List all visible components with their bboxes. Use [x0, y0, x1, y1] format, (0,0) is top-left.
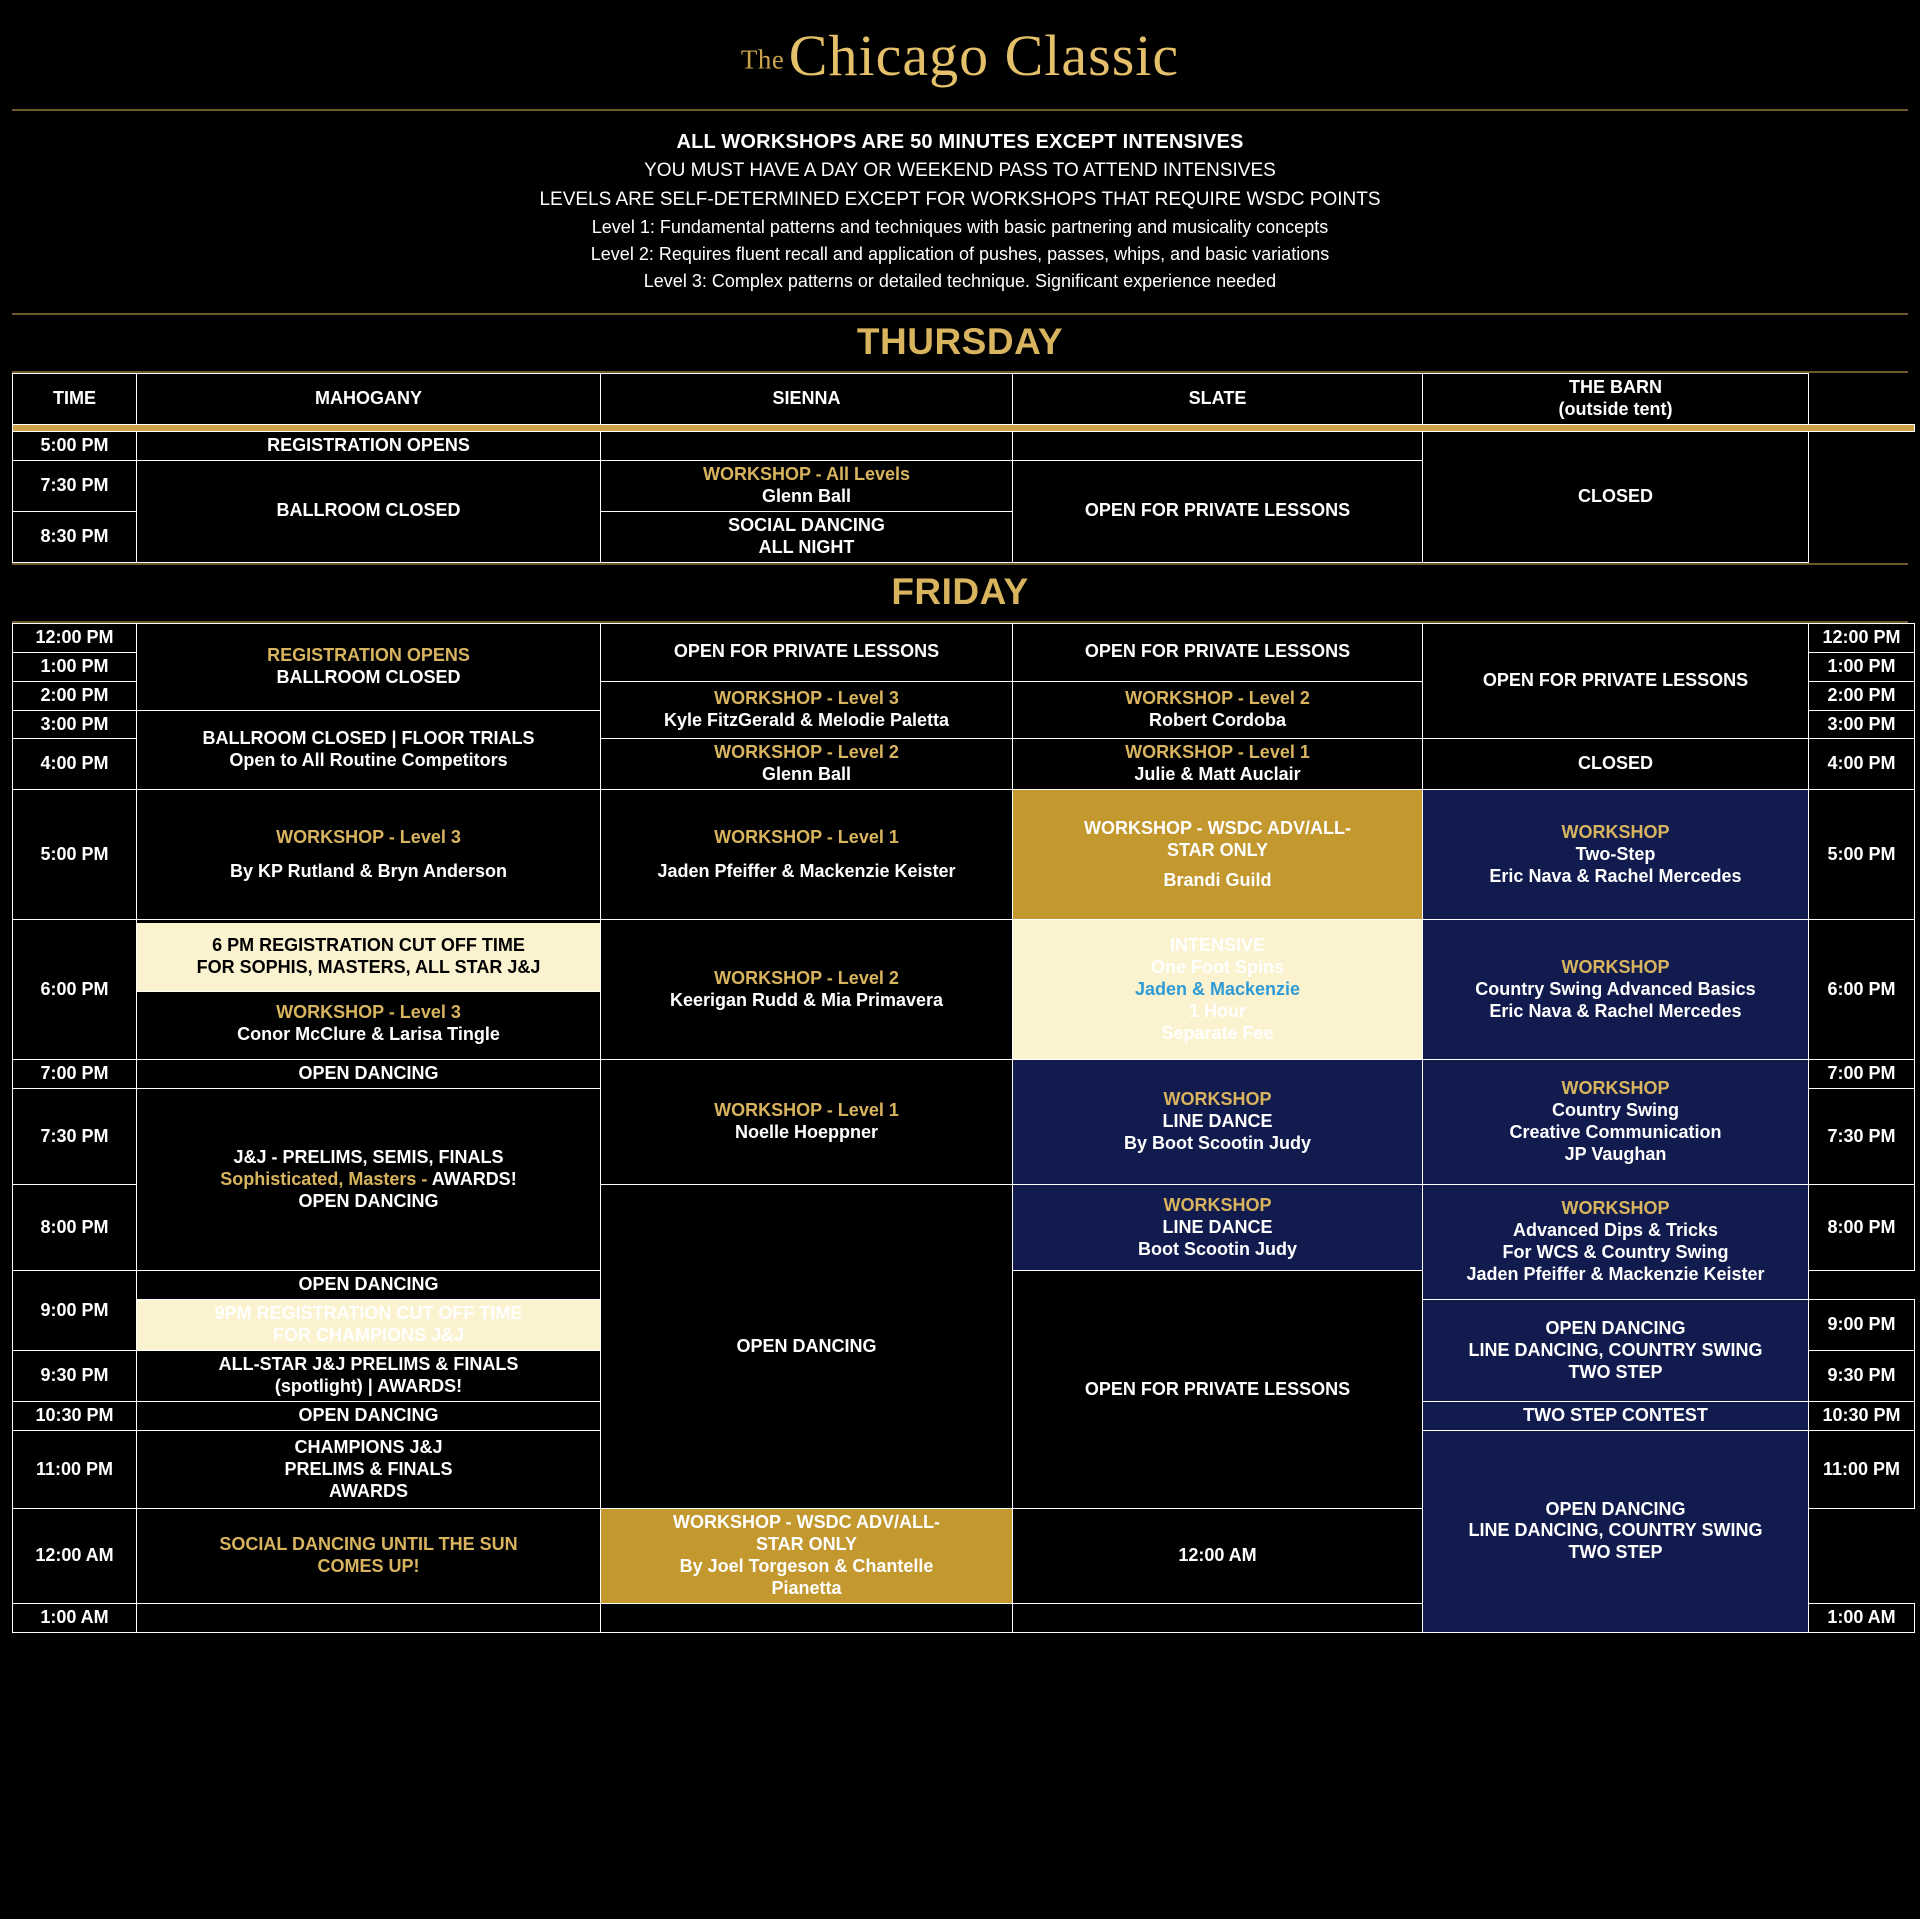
fri-sienna-ws-l2-instructor: Glenn Ball — [761, 764, 851, 785]
friday-row-500pm — [13, 790, 1915, 920]
fri-sienna-ws-l2b-label: WORKSHOP - Level 2 — [714, 967, 899, 988]
time-label-right-1030pm: 10:30 PM — [1809, 1402, 1915, 1431]
fri-mahogany-ws-l3b — [137, 992, 600, 1056]
fri-sienna-ws-l2b-instructor: Keerigan Rudd & Mia Primavera — [669, 989, 944, 1010]
time-label-right-400pm: 4:00 PM — [1809, 739, 1915, 790]
note-line-1: YOU MUST HAVE A DAY OR WEEKEND PASS TO ATTEND INTENSIVES — [644, 160, 1276, 181]
fri-mahogany-social-line2: COMES UP! — [317, 1555, 420, 1576]
col-header-mahogany: MAHOGANY — [137, 374, 601, 425]
fri-mahogany-jj-line2 — [141, 1169, 596, 1191]
fri-barn-comm-line1: Country Swing — [1552, 1100, 1679, 1121]
fri-slate-wsdc-label-line1: WORKSHOP - WSDC ADV/ALL- — [1084, 817, 1351, 838]
fri-barn-dips-line1: Advanced Dips & Tricks — [1512, 1220, 1719, 1241]
fri-barn-country-swing-name: Country Swing Advanced Basics — [1475, 978, 1756, 999]
fri-mahogany-reg-cutoff-9pm-line1: 9PM REGISTRATION CUT OFF TIME — [214, 1303, 523, 1324]
note-line-0: ALL WORKSHOPS ARE 50 MINUTES EXCEPT INTENSIVES — [676, 131, 1244, 153]
fri-barn-open-dancing-2 — [1423, 1431, 1809, 1633]
thu-sienna-social-line2: ALL NIGHT — [758, 536, 855, 557]
time-label-fri-1030pm: 10:30 PM — [13, 1402, 137, 1431]
friday-row-700pm — [13, 1060, 1915, 1089]
time-label-fri-1200pm: 12:00 PM — [13, 623, 137, 652]
fri-slate-intensive-instructor: Jaden & Mackenzie — [1134, 978, 1301, 999]
thursday-column-headers — [13, 374, 1915, 425]
time-label-fri-730pm: 7:30 PM — [13, 1089, 137, 1185]
fri-mahogany-reg-cutoff-6pm-line2: FOR SOPHIS, MASTERS, ALL STAR J&J — [196, 957, 541, 978]
fri-mahogany-champions-line1: CHAMPIONS J&J — [294, 1436, 443, 1457]
fri-mahogany-reg-cutoff-6pm — [137, 923, 600, 992]
fri-slate-line-dance-1-name: LINE DANCE — [1162, 1111, 1273, 1132]
fri-barn-private-lessons: OPEN FOR PRIVATE LESSONS — [1423, 623, 1809, 739]
fri-barn-two-step-instructor: Eric Nava & Rachel Mercedes — [1489, 865, 1742, 886]
fri-barn-country-swing-label: WORKSHOP — [1561, 956, 1670, 977]
fri-slate-intensive-name: One Foot Spins — [1151, 956, 1284, 977]
fri-mahogany-social-dancing — [137, 1509, 601, 1604]
fri-slate-private-lessons: OPEN FOR PRIVATE LESSONS — [1013, 623, 1423, 681]
fri-barn-open-dancing-1-line2: LINE DANCING, COUNTRY SWING — [1468, 1339, 1763, 1360]
fri-slate-wsdc-label-line2: STAR ONLY — [1166, 839, 1268, 860]
fri-slate-line-dance-1-instructor: By Boot Scootin Judy — [1123, 1133, 1311, 1154]
fri-slate-intensive-fee: Separate Fee — [1161, 1022, 1274, 1043]
fri-sienna-private-lessons: OPEN FOR PRIVATE LESSONS — [601, 623, 1013, 681]
masthead — [12, 0, 1908, 109]
fri-mahogany-floor-trials — [137, 710, 601, 790]
note-line-5: Level 3: Complex patterns or detailed technique. Significant experience needed — [643, 271, 1277, 291]
time-label-right-300pm: 3:00 PM — [1809, 710, 1915, 739]
note-line-4: Level 2: Requires fluent recall and application of pushes, passes, whips, and basic variations — [590, 244, 1330, 264]
fri-slate-wsdc-workshop — [1013, 790, 1423, 920]
time-label-right-930pm: 9:30 PM — [1809, 1351, 1915, 1402]
gold-bar — [13, 424, 1915, 431]
friday-table — [12, 623, 1915, 1633]
time-label-fri-200pm: 2:00 PM — [13, 681, 137, 710]
time-label-right-1200am: 12:00 AM — [1013, 1509, 1423, 1604]
fri-slate-ws-l2 — [1013, 681, 1423, 739]
fri-sienna-empty-end — [601, 1603, 1013, 1632]
fri-mahogany-ws-l3b-instructor: Conor McClure & Larisa Tingle — [237, 1024, 500, 1045]
fri-sienna-wsdc-instructor-line1: By Joel Torgeson & Chantelle — [679, 1555, 934, 1576]
time-label-right-1100pm: 11:00 PM — [1809, 1431, 1915, 1509]
fri-mahogany-registration-block — [137, 623, 601, 710]
fri-sienna-ws-l2 — [601, 739, 1013, 790]
fri-mahogany-allstar-line2: (spotlight) | AWARDS! — [274, 1376, 463, 1397]
fri-barn-comm-label: WORKSHOP — [1561, 1078, 1670, 1099]
fri-slate-ws-l1 — [1013, 739, 1423, 790]
fri-sienna-ws-l3-instructor: Kyle FitzGerald & Melodie Paletta — [663, 710, 950, 731]
fri-barn-country-swing-instructor: Eric Nava & Rachel Mercedes — [1489, 1000, 1742, 1021]
fri-sienna-wsdc-instructor-line2: Pianetta — [771, 1577, 842, 1598]
time-label-right-900pm: 9:00 PM — [1809, 1300, 1915, 1351]
fri-sienna-ws-l1 — [601, 790, 1013, 920]
bottom-spacer — [12, 1633, 1908, 1659]
fri-sienna-ws-l3-label: WORKSHOP - Level 3 — [714, 688, 899, 709]
time-label-fri-300pm: 3:00 PM — [13, 710, 137, 739]
fri-slate-line-dance-2-instructor: Boot Scootin Judy — [1138, 1238, 1297, 1259]
fri-sienna-wsdc-label-line1: WORKSHOP - WSDC ADV/ALL- — [673, 1512, 940, 1533]
thu-sienna-social-dancing — [601, 511, 1013, 562]
fri-barn-two-step-label: WORKSHOP — [1561, 821, 1670, 842]
time-label-right-200pm: 2:00 PM — [1809, 681, 1915, 710]
fri-slate-wsdc-instructor: Brandi Guild — [1163, 869, 1272, 890]
fri-slate-line-dance-2-label: WORKSHOP — [1163, 1194, 1272, 1215]
fri-barn-open-dancing-1-line1: OPEN DANCING — [1545, 1317, 1686, 1338]
time-label-right-800pm: 8:00 PM — [1809, 1185, 1915, 1271]
col-header-barn-sublabel: (outside tent) — [1558, 398, 1673, 419]
fri-sienna-ws-l2b — [601, 920, 1013, 1060]
fri-sienna-ws-l1b-label: WORKSHOP - Level 1 — [714, 1100, 899, 1121]
fri-mahogany-empty-end — [137, 1603, 601, 1632]
fri-mahogany-open-dancing-1: OPEN DANCING — [137, 1060, 601, 1089]
fri-sienna-open-dancing: OPEN DANCING — [601, 1185, 1013, 1509]
fri-barn-spacer-900 — [1809, 1271, 1915, 1300]
fri-barn-comm-line2: Creative Communication — [1509, 1122, 1722, 1143]
thu-slate-private-lessons: OPEN FOR PRIVATE LESSONS — [1013, 460, 1423, 562]
fri-mahogany-jj-line3: OPEN DANCING — [298, 1190, 439, 1211]
time-label-right-500pm: 5:00 PM — [1809, 790, 1915, 920]
day-banner-friday: FRIDAY — [12, 563, 1908, 623]
fri-barn-two-step — [1423, 790, 1809, 920]
time-label-right-100pm: 1:00 PM — [1809, 652, 1915, 681]
fri-slate-line-dance-1-label: WORKSHOP — [1163, 1089, 1272, 1110]
thursday-row-500 — [13, 431, 1915, 460]
masthead-the: The — [740, 44, 785, 75]
thursday-table — [12, 373, 1915, 563]
thu-sienna-workshop — [601, 460, 1013, 511]
time-label-fri-800pm: 8:00 PM — [13, 1185, 137, 1271]
time-label-right-1200pm: 12:00 PM — [1809, 623, 1915, 652]
fri-mahogany-floor-trials-line1: BALLROOM CLOSED | FLOOR TRIALS — [202, 728, 535, 748]
fri-barn-creative-communication — [1423, 1060, 1809, 1185]
fri-mahogany-open-dancing-3: OPEN DANCING — [137, 1402, 601, 1431]
fri-mahogany-reg-cutoff-9pm — [137, 1300, 601, 1351]
time-label-fri-100pm: 1:00 PM — [13, 652, 137, 681]
time-label-right-730pm: 7:30 PM — [1809, 1089, 1915, 1185]
fri-barn-two-step-name: Two-Step — [1575, 843, 1656, 864]
fri-mahogany-ws-l3b-label: WORKSHOP - Level 3 — [276, 1002, 461, 1023]
fri-mahogany-floor-trials-line2: Open to All Routine Competitors — [229, 749, 508, 770]
fri-mahogany-allstar — [137, 1351, 601, 1402]
time-label-right-600pm: 6:00 PM — [1809, 920, 1915, 1060]
col-header-barn — [1423, 374, 1809, 425]
time-label-fri-600pm: 6:00 PM — [13, 920, 137, 1060]
time-label-thu-0: 5:00 PM — [13, 431, 137, 460]
fri-mahogany-champions-line3: AWARDS — [328, 1480, 408, 1501]
fri-mahogany-600-block — [137, 920, 601, 1060]
day-banner-thursday: THURSDAY — [12, 313, 1908, 373]
fri-mahogany-jj-line2-suffix: AWARDS! — [431, 1168, 517, 1189]
thu-sienna-workshop-instructor: Glenn Ball — [761, 485, 851, 506]
thu-mahogany-ballroom-closed: BALLROOM CLOSED — [137, 460, 601, 562]
col-header-slate: SLATE — [1013, 374, 1423, 425]
fri-slate-ws-l1-label: WORKSHOP - Level 1 — [1125, 742, 1310, 763]
fri-slate-ws-l1-instructor: Julie & Matt Auclair — [1134, 764, 1301, 785]
time-label-right-100am: 1:00 AM — [1809, 1603, 1915, 1632]
col-header-time: TIME — [13, 374, 137, 425]
fri-slate-line-dance-1 — [1013, 1060, 1423, 1185]
fri-mahogany-open-dancing-2: OPEN DANCING — [137, 1271, 601, 1300]
fri-mahogany-ws-l3-instructor: By KP Rutland & Bryn Anderson — [229, 860, 508, 881]
fri-barn-open-dancing-1 — [1423, 1300, 1809, 1402]
fri-barn-dips-instructor: Jaden Pfeiffer & Mackenzie Keister — [1466, 1264, 1765, 1285]
fri-barn-comm-instructor: JP Vaughan — [1564, 1144, 1667, 1165]
thu-spacer-2 — [1809, 460, 1915, 511]
fri-barn-dips-line2: For WCS & Country Swing — [1502, 1242, 1729, 1263]
fri-slate-ws-l2-label: WORKSHOP - Level 2 — [1125, 688, 1310, 709]
fri-sienna-ws-l2-label: WORKSHOP - Level 2 — [714, 742, 899, 763]
fri-sienna-wsdc-label-line2: STAR ONLY — [755, 1534, 857, 1555]
fri-barn-open-dancing-2-line3: TWO STEP — [1568, 1542, 1663, 1563]
time-label-fri-930pm: 9:30 PM — [13, 1351, 137, 1402]
time-label-fri-100am: 1:00 AM — [13, 1603, 137, 1632]
thu-sienna-empty-1 — [601, 431, 1013, 460]
fri-barn-two-step-contest: TWO STEP CONTEST — [1423, 1402, 1809, 1431]
fri-mahogany-reg-cutoff-9pm-line2: FOR CHAMPIONS J&J — [272, 1325, 465, 1346]
fri-slate-line-dance-2 — [1013, 1185, 1423, 1271]
fri-barn-dips-label: WORKSHOP — [1561, 1198, 1670, 1219]
time-label-right-700pm: 7:00 PM — [1809, 1060, 1915, 1089]
gold-separator-thursday — [13, 424, 1915, 431]
fri-barn-open-dancing-2-line1: OPEN DANCING — [1545, 1498, 1686, 1519]
thu-sienna-social-line1: SOCIAL DANCING — [728, 514, 885, 535]
fri-mahogany-jj-block — [137, 1089, 601, 1271]
notes-block — [12, 111, 1908, 313]
time-label-fri-400pm: 4:00 PM — [13, 739, 137, 790]
fri-barn-country-swing — [1423, 920, 1809, 1060]
thu-spacer-1 — [1809, 431, 1915, 460]
fri-slate-intensive — [1013, 920, 1423, 1060]
fri-mahogany-champions — [137, 1431, 601, 1509]
fri-barn-open-dancing-2-line2: LINE DANCING, COUNTRY SWING — [1468, 1520, 1763, 1541]
fri-mahogany-jj-line2-prefix: Sophisticated, Masters - — [220, 1168, 432, 1189]
event-title: Chicago Classic — [788, 23, 1180, 88]
time-label-fri-900pm: 9:00 PM — [13, 1271, 137, 1351]
fri-sienna-ws-l1-label: WORKSHOP - Level 1 — [714, 826, 899, 847]
fri-sienna-ws-l1b-instructor: Noelle Hoeppner — [734, 1122, 879, 1143]
time-label-fri-1200am: 12:00 AM — [13, 1509, 137, 1604]
time-label-fri-700pm: 7:00 PM — [13, 1060, 137, 1089]
thu-mahogany-registration: REGISTRATION OPENS — [137, 431, 601, 460]
fri-slate-empty-end — [1013, 1603, 1423, 1632]
fri-mahogany-ballroom-closed: BALLROOM CLOSED — [276, 666, 461, 687]
col-header-barn-label: THE BARN — [1569, 377, 1662, 397]
fri-slate-intensive-title: INTENSIVE — [1169, 935, 1266, 955]
fri-slate-ws-l2-instructor: Robert Cordoba — [1149, 710, 1286, 731]
note-line-3: Level 1: Fundamental patterns and techniques with basic partnering and musicality concepts — [591, 217, 1329, 237]
time-label-fri-500pm: 5:00 PM — [13, 790, 137, 920]
fri-mahogany-ws-l3-label: WORKSHOP - Level 3 — [276, 826, 461, 847]
time-label-thu-2: 8:30 PM — [13, 511, 137, 562]
friday-row-1200pm — [13, 623, 1915, 652]
note-line-2: LEVELS ARE SELF-DETERMINED EXCEPT FOR WORKSHOPS THAT REQUIRE WSDC POINTS — [539, 188, 1381, 210]
time-label-thu-1: 7:30 PM — [13, 460, 137, 511]
fri-mahogany-champions-line2: PRELIMS & FINALS — [284, 1458, 453, 1479]
fri-sienna-ws-l1-instructor: Jaden Pfeiffer & Mackenzie Keister — [657, 860, 956, 881]
fri-mahogany-ws-l3 — [137, 790, 601, 920]
col-header-sienna: SIENNA — [601, 374, 1013, 425]
fri-mahogany-social-line1: SOCIAL DANCING UNTIL THE SUN — [219, 1534, 518, 1555]
fri-mahogany-reg-cutoff-6pm-line1: 6 PM REGISTRATION CUT OFF TIME — [212, 935, 525, 956]
friday-row-600pm — [13, 920, 1915, 1060]
fri-barn-open-dancing-1-line3: TWO STEP — [1568, 1361, 1663, 1382]
fri-mahogany-registration-opens: REGISTRATION OPENS — [267, 644, 470, 665]
fri-slate-intensive-length: 1 Hour — [1188, 1000, 1246, 1021]
fri-sienna-ws-l3 — [601, 681, 1013, 739]
fri-mahogany-allstar-line1: ALL-STAR J&J PRELIMS & FINALS — [218, 1354, 519, 1375]
fri-barn-closed: CLOSED — [1423, 739, 1809, 790]
thu-spacer-3 — [1809, 511, 1915, 562]
thu-barn-closed: CLOSED — [1423, 431, 1809, 562]
col-header-spacer — [1809, 374, 1915, 425]
fri-slate-private-lessons-late: OPEN FOR PRIVATE LESSONS — [1013, 1271, 1423, 1509]
fri-sienna-wsdc-workshop — [601, 1509, 1013, 1604]
fri-mahogany-jj-line1: J&J - PRELIMS, SEMIS, FINALS — [233, 1146, 504, 1167]
thu-sienna-workshop-label: WORKSHOP - All Levels — [702, 463, 911, 484]
fri-barn-advanced-dips — [1423, 1185, 1809, 1300]
thu-slate-empty-1 — [1013, 431, 1423, 460]
time-label-fri-1100pm: 11:00 PM — [13, 1431, 137, 1509]
fri-sienna-ws-l1b — [601, 1060, 1013, 1185]
fri-slate-line-dance-2-name: LINE DANCE — [1162, 1216, 1273, 1237]
